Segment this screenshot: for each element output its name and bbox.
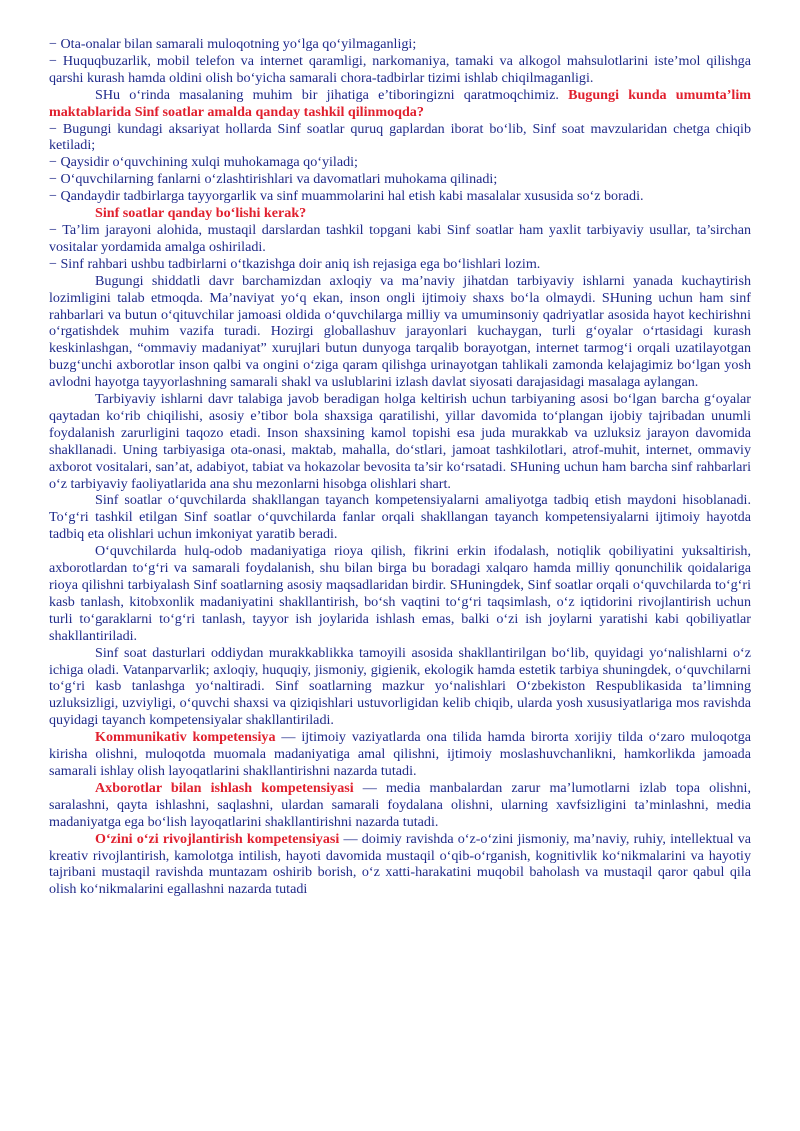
list-item: − Bugungi kundagi aksariyat hollarda Sinf soatlar quruq gaplardan iborat bo‘lib, Sinf soat mavzularidan chetga chiqib ketiladi; [49, 120, 751, 154]
paragraph [49, 831, 751, 899]
term-definition: — ijtimoiy vaziyatlarda ona tilida hamda birorta xorijiy tilda o‘zaro muloqotga kirisha olishni, muloqotda muomala madaniyatiga amal qilishni, ijtimoiy moslashuvchanlikni, hamkorlikda jamoada samarali ishlay olish layoqatlarini shakllantirishni nazarda tutadi. [49, 729, 751, 779]
term-definition: — media manbalardan zarur ma’lumotlarni izlab topa olishni, saralashni, qayta ishlashni, saqlashni, ulardan samarali foydalana olishni, ularning xavfsizligini ta’minlashni, media madaniyatga ega bo‘lish layoqatlarini shakllantirishni nazarda tutadi. [49, 779, 751, 830]
paragraph: − Huquqbuzarlik, mobil telefon va internet qaramligi, narkomaniya, tamaki va alkogol mahsulotlarini iste’mol qilishga qarshi kurash hamda oldini olish bo‘yicha samarali chora-tadbirlar tizimi ishlab chiqilmaganligi. [49, 52, 751, 86]
paragraph: Sinf soatlar o‘quvchilarda shakllangan tayanch kompetensiyalarni amaliyotga tadbiq etish maydoni hisoblanadi. To‘g‘ri tashkil etilgan Sinf soatlar o‘quvchilarda fanlar orqali shakllangan tayanch kompetensiyalarni ijtimoiy hayotda tadbiq eta olishlari uchun imkoniyat yaratib beradi. [49, 492, 751, 543]
paragraph: O‘quvchilarda hulq-odob madaniyatiga rioya qilish, fikrini erkin ifodalash, notiqlik qobiliyatini yuksaltirish, axborotlardan to‘g‘ri va samarali foydalanish, shu bilan birga bu boradagi xalqaro hamda milliy qonunchilik qoidalariga rioya qilishni tarbiyalash Sinf soatlarning asosiy maqsadlaridan birdir. SHuningdek, Sinf soatlar orqali o‘quvchilarda to‘g‘ri kasb tanlash, kitobxonlik madaniyatini shakllantirish, bo‘sh vaqtini to‘g‘ri taqsimlash, o‘z iqtidorini rivojlantirish uchun turli to‘garaklarni to‘g‘ri tanlash, tayyor ish joylarida ishlash emas, balki o‘zi ish joylarni yaratishi kabi qobiliyatlar shakllantiriladi. [49, 543, 751, 644]
term-self-development: O‘zini o‘zi rivojlantirish kompetensiyasi [95, 830, 340, 847]
list-item: − Qaysidir o‘quvchining xulqi muhokamaga qo‘yiladi; [49, 154, 358, 171]
paragraph: Bugungi shiddatli davr barchamizdan axloqiy va ma’naviy jihatdan tarbiyaviy ishlarni yanada kuchaytirish lozimligini talab etmoqda. Ma’naviyat yo‘q ekan, inson ongli ijtimoiy shaxs bo‘la olmaydi. SHuning uchun ham sinf rahbarlari va butun o‘qituvchilar jamoasi oldida o‘quvchilarga milliy va umuminsoniy qadriyatlar asosida hayot kechirishni o‘rgatishdek muhim vazifa turadi. Hozirgi globallashuv jarayonlari kuchaygan, turli g‘oyalar o‘rtasidagi kurash keskinlashgan, “ommaviy madaniyat” xurujlari butun dunyoga tarqalib borayotgan, internet tarmog‘i orqali uzatilayotgan buzg‘unchi axborotlar inson qalbi va ongini o‘ziga qaram qilishga urinayotgan tahlikali zamonda kelajagimiz bo‘lgan yosh avlodni hayotga tayyorlashning samarali shakl va uslublarini izlash davlat siyosati darajasidagi masalaga aylangan. [49, 272, 751, 391]
paragraph [49, 780, 751, 831]
term-definition: — doimiy ravishda o‘z-o‘zini jismoniy, ma’naviy, ruhiy, intellektual va kreativ rivojlantirish, kamolotga intilish, hayoti davomida mustaqil o‘qib-o‘rganish, kognitivlik ko‘nikmalarini va hayotiy tajribani mustaqil ravishda muntazam oshirib borish, o‘z xatti-harakatini muqobil baholash va mustaqil qaror qabul qila olish ko‘nikmalarini egallashni nazarda tutadi [49, 830, 751, 898]
list-item: − Qandaydir tadbirlarga tayyorgarlik va sinf muammolarini hal etish kabi masalalar xususida so‘z boradi. [49, 188, 644, 205]
term-information: Axborotlar bilan ishlash kompetensiyasi [95, 779, 354, 796]
highlighted-question: Bugungi kunda umumta’lim maktablarida Sinf soatlar amalda qanday tashkil qilinmoqda? [49, 86, 751, 120]
paragraph: Tarbiyaviy ishlarni davr talabiga javob beradigan holga keltirish uchun tarbiyaning asosi bo‘lgan barcha g‘oyalar qaytadan ko‘rib chiqilishi, asosiy e’tibor bola shaxsiga qaratilishi, yillar davomida to‘plangan ijobiy tajribadan unumli foydalanish zarurligini taqozo etadi. Inson shaxsining kamol topishi esa juda murakkab va uzluksiz jarayon davomida shakllanadi. Uning tarbiyasiga ota-onasi, maktab, mahalla, do‘stlari, jamoat tashkilotlari, atrof-muhit, internet, ommaviy axborot vositalari, san’at, adabiyot, tabiat va hokazolar bevosita ta’sir ko‘rsatadi. SHuning uchun ham barcha sinf rahbarlari o‘z tarbiyaviy faoliyatlarida ana shu mezonlarni hisobga olishlari shart. [49, 391, 751, 492]
paragraph-text: SHu o‘rinda masalaning muhim bir jihatiga e’tiboringizni qaratmoqchimiz. [95, 86, 569, 103]
section-heading: Sinf soatlar qanday bo‘lishi kerak? [95, 205, 307, 222]
paragraph: Sinf soat dasturlari oddiydan murakkablikka tamoyili asosida shakllantirilgan bo‘lib, quyidagi yo‘nalishlarni o‘z ichiga oladi. Vatanparvarlik; axloqiy, huquqiy, jismoniy, gigienik, ekologik hamda estetik tarbiya shuningdek, o‘quvchilarni to‘g‘ri kasb tanlashga yo‘naltiradi. Sinf soatlarning mazkur yo‘nalishlari O‘zbekiston Respublikasida ta’limning uzluksizligi, uzviyligi, o‘quvchi shaxsi va qiziqishlari ustuvorligidan kelib chiqib, ularda yosh xususiyatlariga mos ravishda quyidagi tayanch kompetensiyalar shakllantiriladi. [49, 644, 751, 729]
list-item: − O‘quvchilarning fanlarni o‘zlashtirishlari va davomatlari muhokama qilinadi; [49, 171, 498, 188]
paragraph: − Ota-onalar bilan samarali muloqotning yo‘lga qo‘yilmaganligi; [49, 36, 417, 52]
list-item: − Sinf rahbari ushbu tadbirlarni o‘tkazishga doir aniq ish rejasiga ega bo‘lishlari lozim. [49, 255, 541, 272]
term-communicative: Kommunikativ kompetensiya [95, 729, 276, 746]
paragraph [49, 87, 751, 121]
paragraph [49, 729, 751, 780]
list-item: − Ta’lim jarayoni alohida, mustaqil darslardan tashkil topgani kabi Sinf soatlar ham yaxlit tarbiyaviy usullar, ta’sirchan vositalar yordamida amalga oshiriladi. [49, 221, 751, 255]
